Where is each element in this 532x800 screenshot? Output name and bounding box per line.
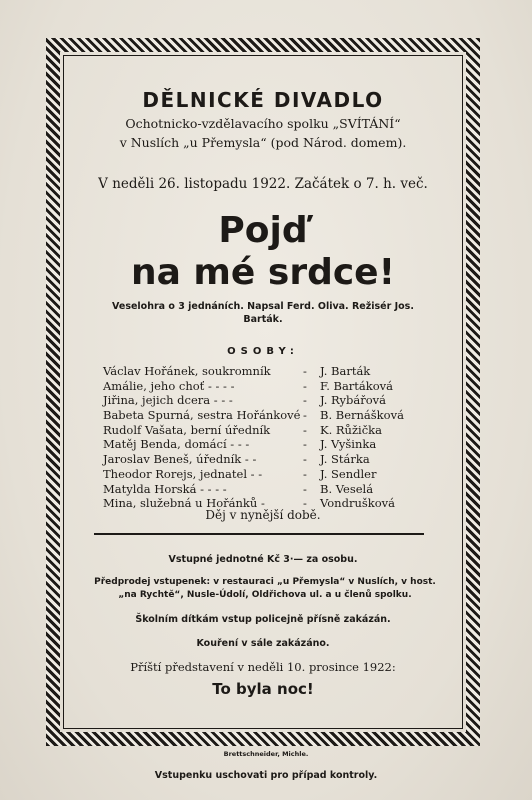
play-title [66,210,460,294]
play-setting: Děj v nynější době. [205,508,321,522]
cast-role: Jaroslav Beneš, úředník - - [103,452,257,467]
cast-separator: - [303,408,307,423]
cast-separator: - [303,393,307,408]
cast-role: Václav Hořánek, soukromník [103,364,271,378]
cast-actor: J. Barták [320,364,371,378]
cast-row [103,437,433,452]
cast-heading: OSOBY: [227,346,299,357]
next-show-line: Příští představení v neděli 10. prosince 1922: [130,660,396,674]
cast-actor: J. Rybářová [320,393,386,408]
cast-list [103,364,433,511]
play-title-line2: na mé srdce! [130,252,396,293]
poster-content [66,58,460,726]
cast-actor: J. Vyšinka [320,437,377,452]
cast-separator: - [303,496,307,511]
cast-separator: - [303,422,307,437]
cast-role: Babeta Spurná, sestra Hořánkové [103,408,301,423]
cast-row [103,379,433,394]
cast-row [103,452,433,467]
cast-separator: - [303,437,307,452]
cast-role: Mina, služebná u Hořánků - [103,496,265,511]
cast-actor: J. Stárka [320,452,370,467]
society-line: Ochotnicko-vzdělavacího spolku „SVÍTÁNÍ“ [125,116,401,131]
printer-credit: Brettschneider, Michle. [223,750,309,758]
cast-role: Rudolf Vašata, berní úředník [103,422,271,437]
cast-separator: - [303,378,307,393]
cast-actor: J. Sendler [320,466,377,481]
presale-info: Předprodej vstupenek: v restauraci „u Přemysla“ v Nuslích, v host. „na Rychtě“, Nusle-Údolí, Oldřichova ul. a u členů spolku. [94,577,436,600]
cast-actor: Vondrušková [320,496,395,511]
cast-actor: F. Bartáková [320,378,394,393]
cast-row [103,393,433,408]
next-show-title: To byla noc! [212,680,314,698]
cast-role: Matylda Horská - - - - [103,481,227,496]
cast-row [103,423,433,438]
cast-separator: - [303,452,307,467]
date-line: V neděli 26. listopadu 1922. Začátek o 7. h. več. [98,176,428,192]
cast-role: Matěj Benda, domácí - - - [103,437,250,452]
cast-separator: - [303,364,307,378]
venue-line: v Nuslích „u Přemysla“ (pod Národ. domem). [119,135,407,150]
children-notice: Školním dítkám vstup policejně přísně zakázán. [135,614,391,625]
theatre-title: DĚLNICKÉ DIVADLO [142,88,384,112]
cast-row [103,467,433,482]
cast-role: Theodor Rorejs, jednatel - - [103,466,263,481]
cast-actor: B. Bernášková [320,408,404,423]
cast-row [103,482,433,497]
cast-row [103,408,433,423]
cast-role: Jiřina, jejich dcera - - - [103,393,233,408]
cast-actor: K. Růžička [320,422,382,437]
cast-role: Amálie, jeho choť - - - - [103,378,235,393]
footer-notice: Vstupenku uschovati pro případ kontroly. [154,770,378,781]
play-description: Veselohra o 3 jednáních. Napsal Ferd. Oliva. Režisér Jos. Barták. [112,301,414,325]
ticket-price: Vstupné jednotné Kč 3·— za osobu. [168,554,358,565]
divider [94,533,424,535]
cast-actor: B. Veselá [320,481,374,496]
cast-row [103,364,433,379]
play-title-line1: Pojď [218,210,308,251]
cast-separator: - [303,466,307,481]
cast-separator: - [303,481,307,496]
smoking-notice: Kouření v sále zakázáno. [196,638,330,649]
